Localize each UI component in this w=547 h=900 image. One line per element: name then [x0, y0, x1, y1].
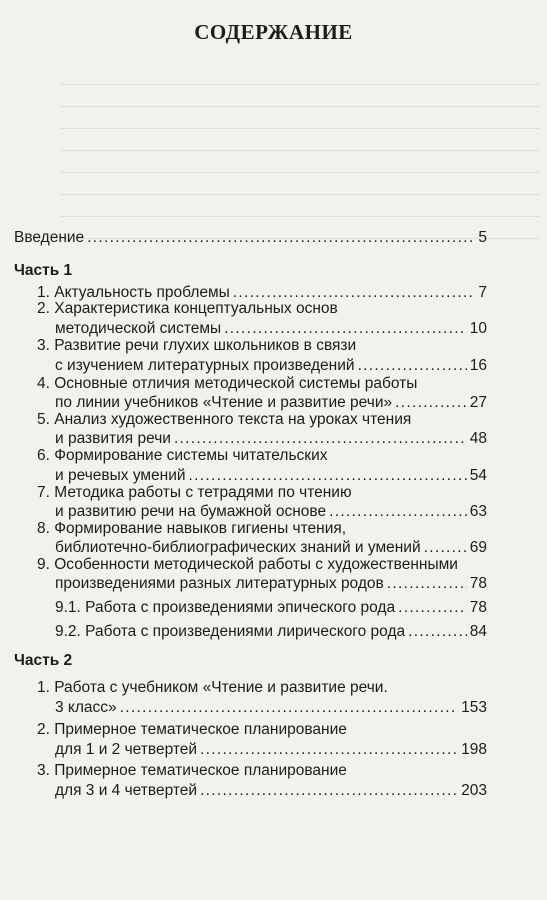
dot-leader [87, 227, 475, 248]
toc-entry-label: 5. Анализ художественного текста на уроках чтения [37, 411, 412, 428]
toc-entry-label: 2. Примерное тематическое планирование [37, 721, 347, 738]
toc-entry-label: 3. Примерное тематическое планирование [37, 762, 347, 779]
toc-page-number: 198 [461, 741, 487, 758]
toc-page-number: 78 [469, 575, 487, 592]
dot-leader [387, 573, 467, 594]
toc-entry-intro [14, 227, 487, 248]
toc-page-number: 16 [469, 357, 487, 374]
toc-entry-label: 1. Актуальность проблемы [37, 284, 230, 301]
toc-entry-label-cont: по линии учебников «Чтение и развитие речи» [55, 394, 393, 411]
toc-entry-label-cont: и развитию речи на бумажной основе [55, 503, 327, 520]
page-title: СОДЕРЖАНИЕ [194, 20, 353, 44]
toc-page-number: 7 [478, 284, 487, 301]
toc-page-number: 203 [461, 782, 487, 799]
bleed-through-text [60, 70, 540, 250]
toc-page-number: 84 [469, 623, 487, 640]
toc-entry-label-cont: с изучением литературных произведений [55, 357, 355, 374]
toc-entry [55, 780, 487, 801]
toc-entry-label: 7. Методика работы с тетрадями по чтению [37, 484, 352, 501]
toc-entry-sub [55, 597, 487, 618]
dot-leader [329, 501, 467, 522]
dot-leader [398, 597, 467, 618]
toc-page-number: 10 [469, 320, 487, 337]
toc-page-number: 5 [478, 229, 487, 246]
toc-entry-label: 3. Развитие речи глухих школьников в связи [37, 337, 357, 354]
toc-page-number: 54 [469, 467, 487, 484]
toc-entry-sub [55, 621, 487, 642]
toc-entry-label-cont: для 1 и 2 четвертей [55, 741, 198, 758]
toc-entry-label: 9.2. Работа с произведениями лирического рода [55, 623, 406, 640]
toc-entry-label-cont: 3 класс» [55, 699, 117, 716]
toc-page-number: 63 [469, 503, 487, 520]
toc-entry [55, 573, 487, 594]
toc-entry-label: 2. Характеристика концептуальных основ [37, 300, 338, 317]
toc-entry-label: Введение [14, 229, 85, 246]
dot-leader [408, 621, 467, 642]
dot-leader [200, 780, 458, 801]
toc-entry-label: 8. Формирование навыков гигиены чтения, [37, 520, 347, 537]
toc-entry [55, 697, 487, 718]
toc-entry-label-cont: методической системы [55, 320, 222, 337]
toc-entry-label: 9. Особенности методической работы с художественными [37, 556, 458, 573]
toc-entry-label-cont: для 3 и 4 четвертей [55, 782, 198, 799]
dot-leader [120, 697, 458, 718]
toc-page-number: 27 [469, 394, 487, 411]
toc-entry-label-cont: и речевых умений [55, 467, 186, 484]
toc-entry-label: 6. Формирование системы читательских [37, 447, 328, 464]
toc-page-number: 48 [469, 430, 487, 447]
toc-entry-label-cont: произведениями разных литературных родов [55, 575, 384, 592]
part-1-heading: Часть 1 [14, 262, 73, 279]
toc-entry-label-cont: и развития речи [55, 430, 171, 447]
toc-entry-label: 1. Работа с учебником «Чтение и развитие речи. [37, 679, 388, 696]
toc-entry-label-cont: библиотечно-библиографических знаний и умений [55, 539, 421, 556]
toc-entry-label: 4. Основные отличия методической системы работы [37, 375, 418, 392]
toc-entry [55, 739, 487, 760]
toc-entry-label: 9.1. Работа с произведениями эпического рода [55, 599, 396, 616]
toc-page-number: 69 [469, 539, 487, 556]
part-2-heading: Часть 2 [14, 652, 73, 669]
toc-page-number: 78 [469, 599, 487, 616]
toc-page-number: 153 [461, 699, 487, 716]
dot-leader [200, 739, 458, 760]
